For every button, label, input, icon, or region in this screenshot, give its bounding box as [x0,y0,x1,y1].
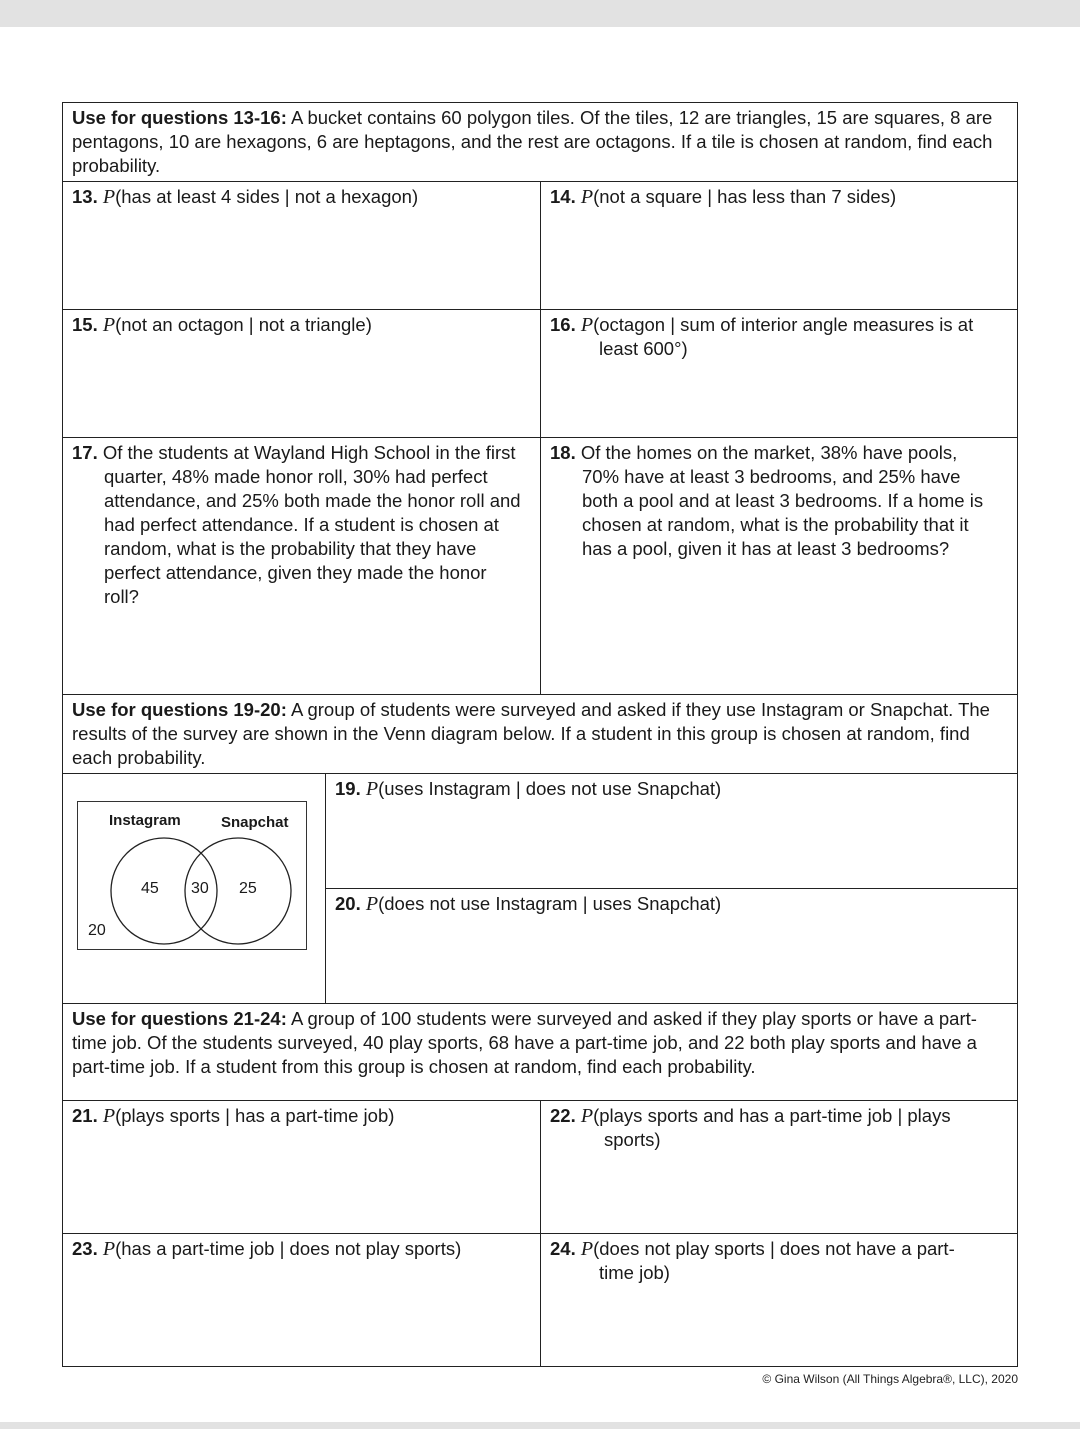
prob-symbol: P [102,1238,116,1260]
venn-diagram [77,801,307,950]
question-19 [325,773,1018,889]
question-24 [540,1233,1018,1367]
question-number: 18. [550,442,576,463]
question-text: (has at least 4 sides | not a hexagon) [115,186,419,207]
question-16 [540,309,1018,438]
section-header-13-16 [62,102,1018,182]
question-13 [62,181,541,310]
question-number: 20. [335,893,361,914]
prob-symbol: P [102,314,116,336]
question-18 [540,437,1018,695]
top-bar [0,0,1080,27]
copyright-footer: © Gina Wilson (All Things Algebra®, LLC), 2020 [762,1372,1018,1386]
question-15 [62,309,541,438]
prob-symbol: P [580,314,594,336]
section-text: A bucket contains 60 polygon tiles. Of the tiles, 12 are triangles, 15 are squares, 8 are pentagons, 10 are hexagons, 6 are heptagons, and the rest are octagons. If a tile is chosen at random, find each probability. [72,107,993,176]
section-text: A group of 100 students were surveyed and asked if they play sports or have a part-time job. Of the students surveyed, 40 play sports, 68 have a part-time job, and 22 both play sports and have a part-time job. If a student from this group is chosen at random, find each probability. [72,1008,977,1077]
question-22 [540,1100,1018,1234]
question-21 [62,1100,541,1234]
question-text: (not a square | has less than 7 sides) [593,186,897,207]
question-number: 24. [550,1238,576,1259]
bottom-bar [0,1422,1080,1429]
question-20 [325,888,1018,1004]
venn-label-instagram: Instagram [109,812,181,829]
question-23 [62,1233,541,1367]
venn-only-instagram: 45 [141,880,159,897]
question-number: 17. [72,442,98,463]
question-text: (does not use Instagram | uses Snapchat) [378,893,722,914]
prob-symbol: P [365,778,379,800]
question-number: 14. [550,186,576,207]
venn-label-snapchat: Snapchat [221,814,289,831]
question-number: 13. [72,186,98,207]
prob-symbol: P [580,186,594,208]
question-number: 22. [550,1105,576,1126]
question-number: 21. [72,1105,98,1126]
question-number: 19. [335,778,361,799]
question-text: (plays sports | has a part-time job) [115,1105,395,1126]
question-number: 16. [550,314,576,335]
prob-symbol: P [102,186,116,208]
prob-symbol: P [580,1238,594,1260]
prob-symbol: P [102,1105,116,1127]
question-text: Of the students at Wayland High School in the first quarter, 48% made honor roll, 30% had perfect attendance, and 25% both made the honor roll and had perfect attendance. If a student is chosen at random, what is the probability that they have perfect attendance, given they made the honor roll? [102,442,521,607]
question-number: 23. [72,1238,98,1259]
prob-symbol: P [365,893,379,915]
question-text: (plays sports and has a part-time job | plays sports) [593,1105,951,1150]
section-text: A group of students were surveyed and asked if they use Instagram or Snapchat. The results of the survey are shown in the Venn diagram below. If a student in this group is chosen at random, find each probability. [72,699,990,768]
venn-both: 30 [191,880,209,897]
section-header-19-20 [62,694,1018,774]
question-number: 15. [72,314,98,335]
question-text: (octagon | sum of interior angle measures is at least 600°) [593,314,974,359]
section-label: Use for questions 19-20: [72,699,287,720]
question-text: (uses Instagram | does not use Snapchat) [378,778,722,799]
question-text: (not an octagon | not a triangle) [115,314,372,335]
prob-symbol: P [580,1105,594,1127]
question-14 [540,181,1018,310]
section-label: Use for questions 21-24: [72,1008,287,1029]
section-label: Use for questions 13-16: [72,107,287,128]
question-text: Of the homes on the market, 38% have pools, 70% have at least 3 bedrooms, and 25% have both a pool and at least 3 bedrooms. If a home is chosen at random, what is the probability that it has a pool, given it has at least 3 bedrooms? [580,442,984,559]
question-17 [62,437,541,695]
question-text: (has a part-time job | does not play sports) [115,1238,462,1259]
section-header-21-24 [62,1003,1018,1101]
question-text: (does not play sports | does not have a part-time job) [593,1238,955,1283]
venn-only-snapchat: 25 [239,880,257,897]
venn-neither: 20 [88,922,106,939]
